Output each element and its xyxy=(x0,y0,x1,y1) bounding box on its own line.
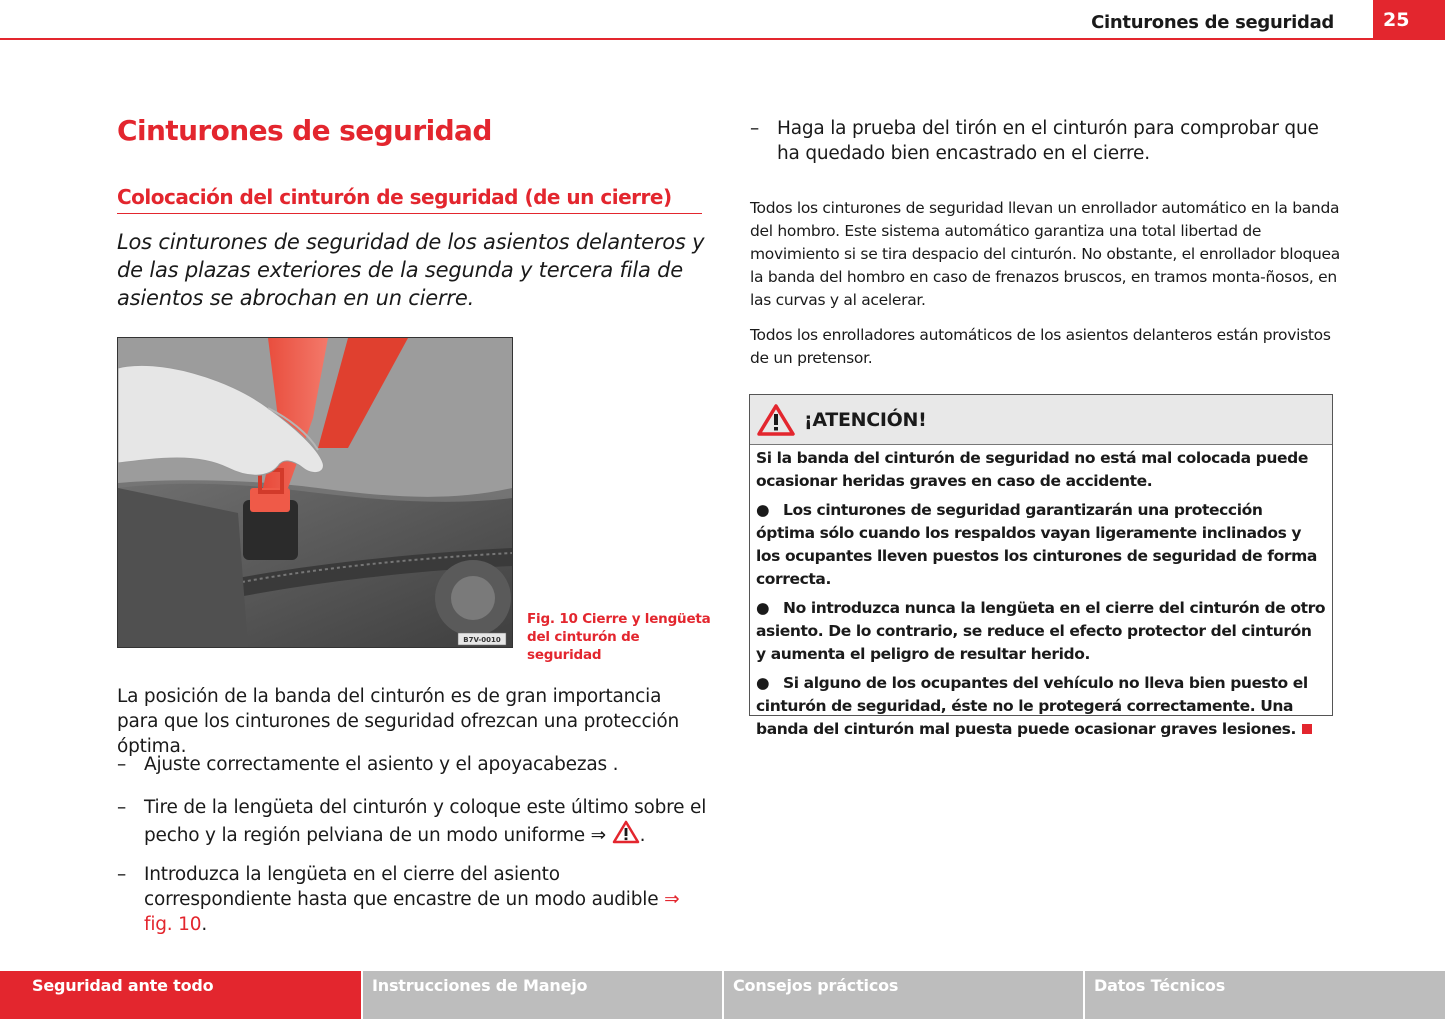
warning-box xyxy=(749,394,1333,738)
warning-item-1: ● Los cinturones de seguridad garantizarán una protección óptima sólo cuando los respaldos vayan ligeramente inclinados y los ocupantes lleven puestos los cinturones de seguridad de forma correcta. xyxy=(756,501,1317,588)
step-item-2 xyxy=(117,795,707,848)
figure-caption-line1: Fig. 10 Cierre y lengüeta xyxy=(527,611,711,627)
step-text: Introduzca la lengüeta en el cierre del asiento correspondiente hasta que encastre de un modo audible xyxy=(144,864,659,910)
warning-item-2: ● No introduzca nunca la lengüeta en el cierre del cinturón de otro asiento. De lo contrario, se reduce el efecto protector del cinturón y aumenta el peligro de resultar herido. xyxy=(756,599,1326,663)
step-dash: – xyxy=(117,864,127,885)
step-item-1 xyxy=(117,752,707,777)
page-number: 25 xyxy=(1373,0,1445,40)
step-text: Haga la prueba del tirón en el cinturón para comprobar que ha quedado bien encastrado en el cierre. xyxy=(777,118,1319,164)
body-paragraph: La posición de la banda del cinturón es de gran importancia para que los cinturones de seguridad ofrezcan una protección óptima. xyxy=(117,686,680,757)
seatbelt-buckle-figure xyxy=(117,337,513,648)
tab-consejos[interactable]: Consejos prácticos xyxy=(722,971,1083,1019)
figure-caption-line2: del cinturón de seguridad xyxy=(527,629,640,663)
step-end: . xyxy=(201,914,207,935)
step-dash: – xyxy=(750,118,760,139)
section-title: Cinturones de seguridad xyxy=(117,114,492,147)
warning-triangle-icon xyxy=(756,403,796,437)
step-dash: – xyxy=(117,797,127,818)
figure-code: B7V-0010 xyxy=(463,636,501,644)
pretensioner-paragraph: Todos los enrolladores automáticos de los asientos delanteros están provistos de un pretensor. xyxy=(750,326,1331,367)
step-dash: – xyxy=(117,754,127,775)
tab-datos-tecnicos[interactable]: Datos Técnicos xyxy=(1083,971,1445,1019)
step-end: . xyxy=(639,825,646,846)
retractor-paragraph: Todos los cinturones de seguridad llevan un enrollador automático en la banda del hombro. Este sistema automático garantiza una total libertad de movimiento si se tira despacio del cinturón. No obstante, el enrollador bloquea la banda del hombro en caso de frenazos bruscos, en tramos monta-ñosos, en las curvas y al acelerar. xyxy=(750,199,1340,309)
warning-triangle-icon[interactable] xyxy=(612,820,640,844)
seatbelt-illustration xyxy=(118,338,512,647)
figure-caption xyxy=(527,610,717,664)
step-text: Tire de la lengüeta del cinturón y coloque este último sobre el pecho y la región pelviana de un modo uniforme xyxy=(144,797,707,846)
tab-seguridad[interactable]: Seguridad ante todo xyxy=(0,971,361,1019)
intro-text: Los cinturones de seguridad de los asientos delanteros y de las plazas exteriores de la segunda y tercera fila de asientos se abrochan en un cierre. xyxy=(117,230,705,310)
section-subtitle: Colocación del cinturón de seguridad (de un cierre) xyxy=(117,185,672,209)
warning-header xyxy=(750,395,1332,445)
step-item-3 xyxy=(117,862,707,937)
subtitle-rule xyxy=(117,213,702,214)
warning-title: ¡ATENCIÓN! xyxy=(804,408,927,431)
header-rule xyxy=(0,38,1445,40)
tab-instrucciones[interactable]: Instrucciones de Manejo xyxy=(361,971,722,1019)
warning-item-3: ● Si alguno de los ocupantes del vehículo no lleva bien puesto el cinturón de seguridad, éste no le protegerá correctamente. Una banda del cinturón mal puesta puede ocasionar graves lesiones. xyxy=(756,672,1326,741)
bullet-icon: ● xyxy=(756,674,770,692)
figure-link[interactable]: ⇒ fig. 10 xyxy=(144,889,680,935)
bullet-icon: ● xyxy=(756,599,770,617)
header-title: Cinturones de seguridad xyxy=(1091,12,1334,33)
bullet-icon: ● xyxy=(756,501,770,519)
footer-nav xyxy=(0,971,1445,1019)
arrow-icon: ⇒ xyxy=(590,825,606,846)
warning-intro: Si la banda del cinturón de seguridad no está mal colocada puede ocasionar heridas graves en caso de accidente. xyxy=(756,449,1308,490)
end-square-icon xyxy=(1302,724,1312,734)
step-text: Ajuste correctamente el asiento y el apoyacabezas . xyxy=(144,754,619,775)
warning-body xyxy=(750,445,1332,741)
step-item-4 xyxy=(750,116,1340,166)
